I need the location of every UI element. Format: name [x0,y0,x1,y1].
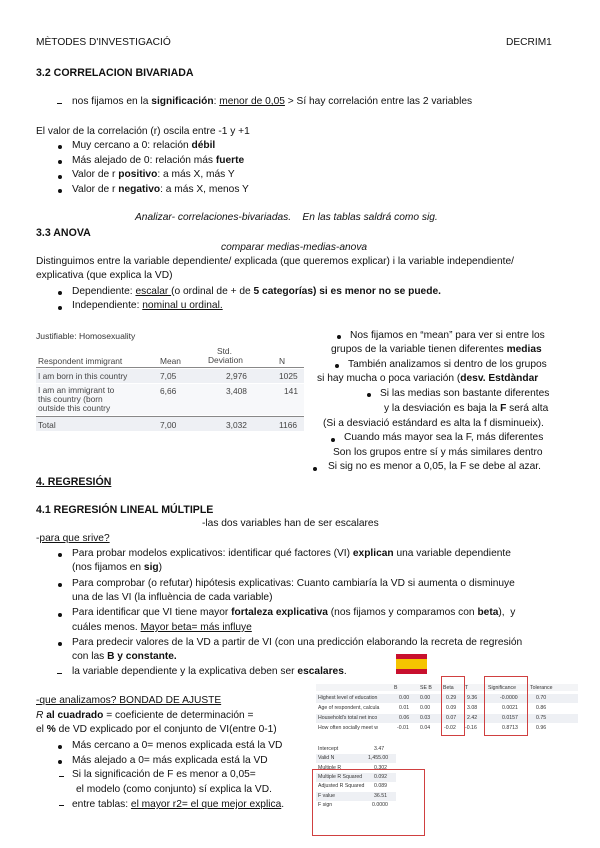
section-4-1-title: 4.1 REGRESIÓN LINEAL MÚLTIPLE [36,504,214,516]
dash-bullet [59,805,64,806]
s33-bullet-1: Dependiente: escalar (o ordinal de + de 5 categorías) si es menor no se puede. [72,286,441,297]
s32-bullet-4: Valor de r negativo: a más X, menos Y [72,184,249,195]
cell: 1025 [279,371,298,381]
spain-flag-icon [396,654,427,674]
cell: 0.03 [420,715,431,721]
cell: 0.96 [536,725,547,731]
cell: 1,455.00 [368,755,389,761]
s33-note: comparar medias-medias-anova [221,242,368,253]
s32-dash-line: nos fijamos en la significación: menor de 0,05 > Sí hay correlación entre las 2 variables [72,96,473,107]
cell: 6,66 [160,386,177,396]
row-label: I am an immigrant to this country (born outside this country [38,385,115,413]
cell: 36.51 [374,793,387,799]
bondad-dash-2: entre tablas: el mayor r2= el que mejor explica. [72,799,285,810]
cell: 0.86 [536,705,547,711]
cell: 0.75 [536,715,547,721]
cell: 0.09 [446,705,457,711]
table-rule [36,367,304,368]
s33-paragraph-2: explicativa (que explica la VD) [36,270,173,281]
header-code: DECRIM1 [506,37,552,48]
bondad-dash-1-cont: el modelo (como conjunto) sí explica la VD. [76,784,272,795]
row-label: F sign [318,802,333,808]
cell: 3,408 [226,386,247,396]
dash-bullet [57,673,62,674]
cell: 3,032 [226,420,247,430]
bondad-bullet-2: Más alejado a 0= más explicada está la VD [72,755,268,766]
bullet [313,467,317,471]
s4-bullet-1-cont: (nos fijamos en sig) [72,562,163,573]
row-label: I am born in this country [38,371,128,381]
col-header: Mean [160,356,181,366]
highlight-box-beta [441,676,465,736]
note-line: (Si a desviació estándard es alta la f disminueix). [323,418,544,429]
bondad-line-2: el % de VD explicado por el conjunto de VI(entre 0-1) [36,724,277,735]
cell: -0.02 [444,725,456,731]
table-caption: Justifiable: Homosexuality [36,331,136,341]
cell: 0.00 [420,695,431,701]
highlight-box-model [312,769,425,836]
highlight-box-significance [484,676,528,736]
cell: 0.0157 [502,715,518,721]
s4-note: -las dos variables han de ser escalares [202,518,379,529]
row-label: Multiple R [318,765,342,771]
cell: 0.70 [536,695,547,701]
col-header: Std. [217,346,232,356]
s4-bullet-4-cont: con las B y constante. [72,651,177,662]
s4-bullet-4: Para predecir valores de la VD a partir de VI (con una predicción elaborando la recreta de regresión [72,637,523,648]
bullet [58,160,62,164]
bullet [58,145,62,149]
bullet [58,553,62,557]
cell: 0.092 [374,774,387,780]
cell: 0.8713 [502,725,518,731]
s4-bullet-2: Para comprobar (o refutar) hipótesis explicativas: Cuanto cambiaría la VD si aumenta o disminuye [72,578,515,589]
cell: 2,976 [226,371,247,381]
col-header: SE B [420,685,432,691]
dash-bullet [57,103,62,104]
section-4-title: 4. REGRESIÓN [36,476,112,488]
row-label: Adjusted R Squared [318,783,365,789]
cell: 0.00 [399,695,410,701]
cell: 2.42 [467,715,478,721]
row-label: F value [318,793,336,799]
note-line: y la desviación es baja la F será alta [384,403,549,414]
note-line: Cuando más mayor sea la F, más diferentes [344,432,544,443]
bondad-dash-1: Si la significación de F es menor a 0,05= [72,769,256,780]
col-header: Respondent immigrant [38,356,123,366]
s32-bullet-3: Valor de r positivo: a más X, más Y [72,169,235,180]
cell: 0.0000 [372,802,388,808]
row-label: Total [38,420,56,430]
note-line: También analizamos si dentro de los grupos [348,359,547,370]
bullet [58,291,62,295]
s32-note: Analizar- correlaciones-bivariadas. En las tablas saldrá como sig. [135,212,438,223]
cell: 0.0021 [502,705,518,711]
bullet [367,393,371,397]
cell: 0.04 [420,725,431,731]
note-line: Son los grupos entre sí y más similares dentro [333,447,543,458]
bullet [58,745,62,749]
col-header: Deviation [208,355,243,365]
cell: 7,00 [160,420,177,430]
s4-bullet-1: Para probar modelos explicativos: identificar qué factores (VI) explican una variable dependiente [72,548,511,559]
bondad-bullet-1: Más cercano a 0= menos explicada está la VD [72,740,283,751]
cell: 1166 [279,420,298,430]
cell: 0.089 [374,783,387,789]
bullet [58,583,62,587]
cell: 0.302 [374,765,387,771]
cell: 3.08 [467,705,478,711]
row-label: Age of respondent, calcula [318,705,380,711]
cell: 9.36 [467,695,478,701]
col-header: Beta [443,685,454,691]
row-label: Intercept [318,746,339,752]
cell: -0.01 [397,725,409,731]
s32-intro: El valor de la correlación (r) oscila entre -1 y +1 [36,126,250,137]
cell: 0.00 [420,705,431,711]
cell: -0.0000 [500,695,518,701]
dash-bullet [59,776,64,777]
section-3-2-title: 3.2 CORRELACION BIVARIADA [36,67,194,79]
s33-paragraph-1: Distinguimos entre la variable dependiente/ explicada (que queremos explicar) i la variable independiente/ [36,256,514,267]
bondad-line-1: R al cuadrado = coeficiente de determinación = [36,710,254,721]
col-header: T [465,685,469,691]
cell: 3.47 [374,746,385,752]
cell: 0.07 [446,715,457,721]
row-label: Valid N [318,755,335,761]
col-header: B [394,685,398,691]
cell: 0.29 [446,695,457,701]
s4-bullet-3-cont: cuáles menos. Mayor beta= más influye [72,622,252,633]
bullet [58,760,62,764]
note-line: Si sig no es menor a 0,05, la F se debe al azar. [328,461,541,472]
cell: 0.06 [399,715,410,721]
s32-bullet-1: Muy cercano a 0: relación débil [72,140,216,151]
bondad-title: -que analizamos? BONDAD DE AJUSTE [36,695,222,706]
note-line: grupos de la variable tienen diferentes medias [331,344,542,355]
bullet [331,438,335,442]
note-line: Nos fijamos en “mean” para ver si entre los [350,330,545,341]
s33-bullet-2: Independiente: nominal u ordinal. [72,300,223,311]
header-title: MÈTODES D'INVESTIGACIÓ [36,37,171,48]
row-label: How often socially meet w [318,725,378,731]
bullet [335,364,339,368]
cell: 141 [284,386,298,396]
s4-bullet-2-cont: una de las VI (la influència de cada variable) [72,592,273,603]
bullet [58,189,62,193]
note-line: Si las medias son bastante diferentes [380,388,550,399]
bullet [58,613,62,617]
col-header: N [279,356,286,366]
s4-dash-line: la variable dependiente y la explicativa deben ser escalares. [72,666,347,677]
note-line: si hay mucha o poca variación (desv. Estdàndar [317,373,539,384]
cell: 7,05 [160,371,177,381]
bullet [58,642,62,646]
bullet [58,175,62,179]
bullet [58,306,62,310]
col-header: Significance [488,685,516,691]
cell: 0.01 [399,705,410,711]
row-label: Highest level of education [318,695,378,701]
bullet [337,335,341,339]
row-label: Multiple R Squared [318,774,363,780]
cell: -0.16 [465,725,477,731]
col-header: Tolerance [530,685,553,691]
row-label: Household's total net inco [318,715,378,721]
s32-bullet-2: Más alejado de 0: relación más fuerte [72,155,245,166]
s4-bullet-3: Para identificar que VI tiene mayor fortaleza explicativa (nos fijamos y comparamos con beta), y [72,607,516,618]
section-3-3-title: 3.3 ANOVA [36,227,91,239]
s4-question: -para que srive? [36,533,110,544]
